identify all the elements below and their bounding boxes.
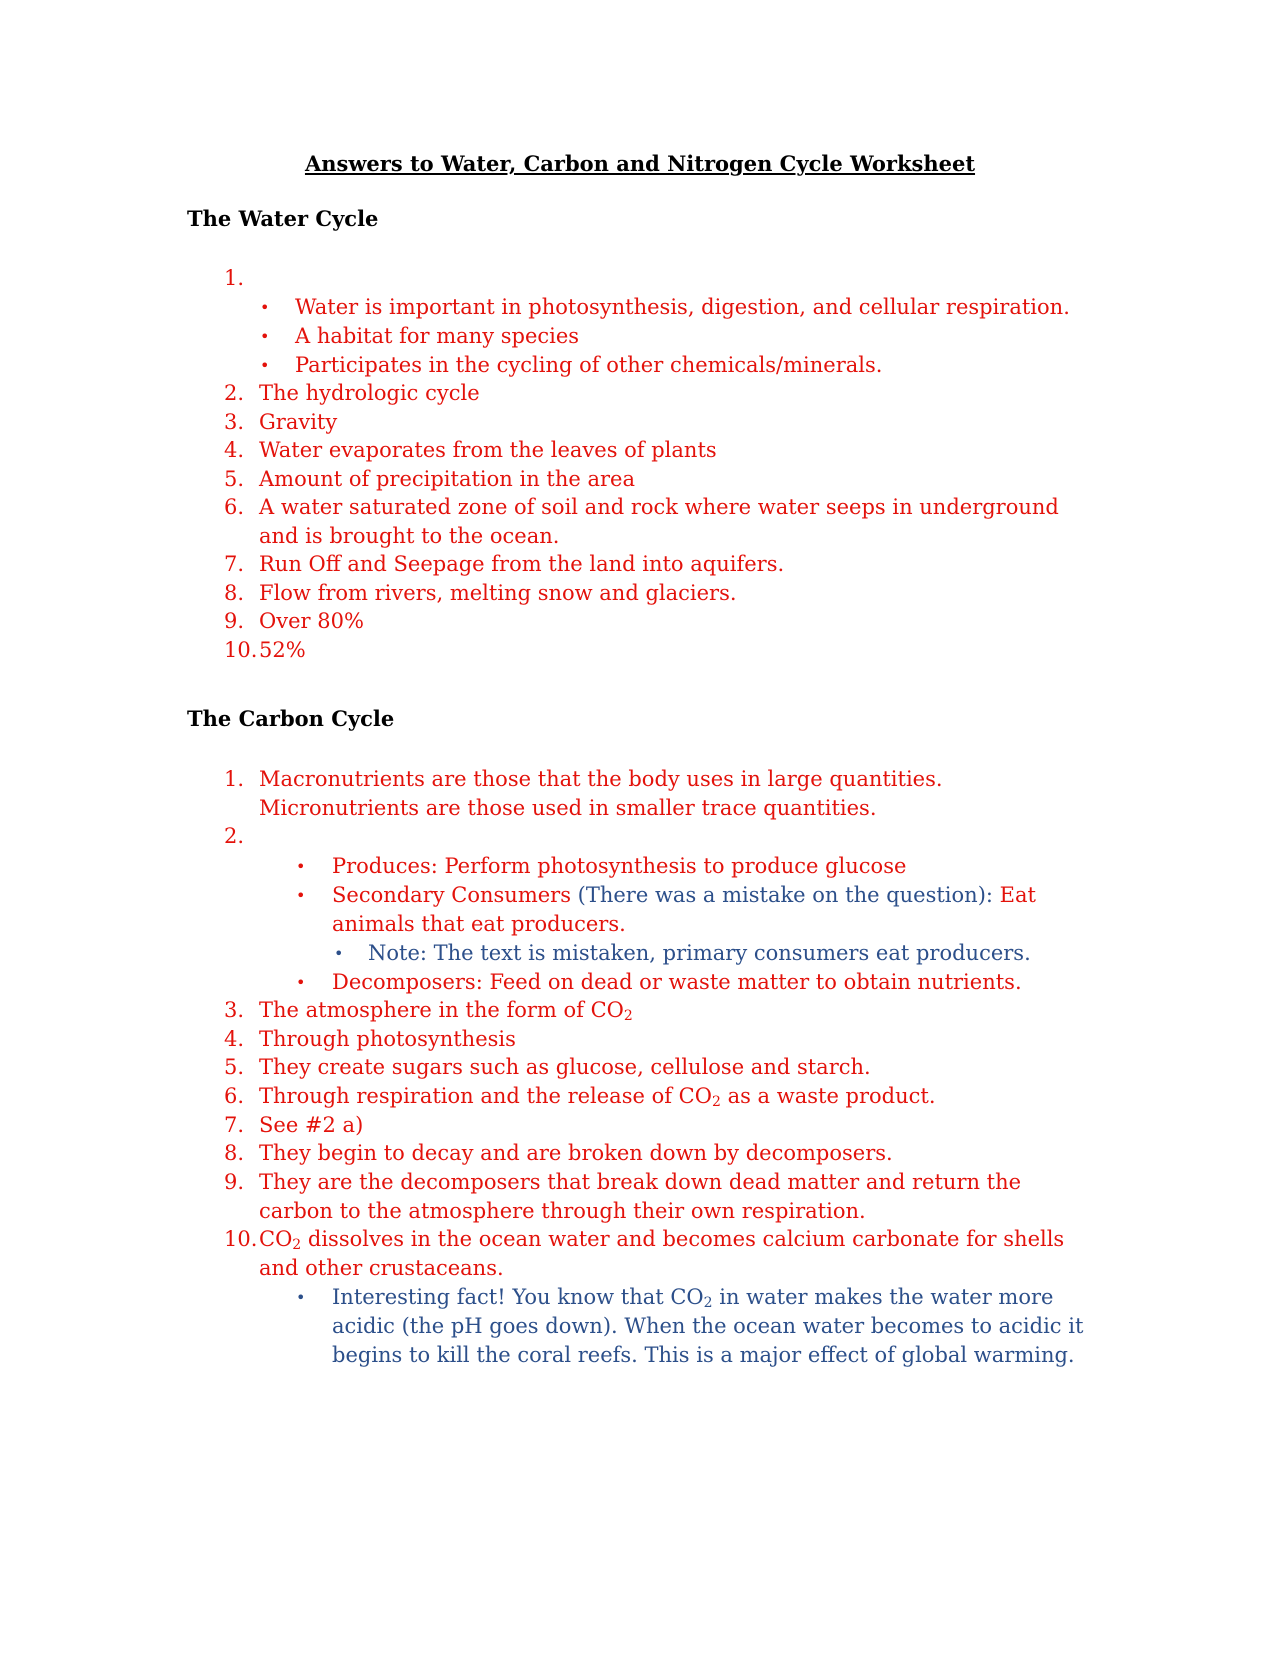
bullet-icon: • [296, 973, 306, 992]
bullet-icon: • [260, 356, 270, 375]
bullet-icon: • [260, 327, 270, 346]
page-title: Answers to Water, Carbon and Nitrogen Cycle Worksheet [304, 151, 976, 176]
bullet-icon: • [296, 1288, 306, 1307]
water-cycle-heading: The Water Cycle [187, 206, 379, 231]
bullet-icon: • [334, 944, 344, 963]
water-q1-number: 1. [224, 266, 245, 290]
bullet-icon: • [296, 886, 306, 905]
bullet-icon: • [296, 857, 306, 876]
bullet-icon: • [260, 298, 270, 317]
carbon-cycle-heading: The Carbon Cycle [187, 706, 395, 731]
